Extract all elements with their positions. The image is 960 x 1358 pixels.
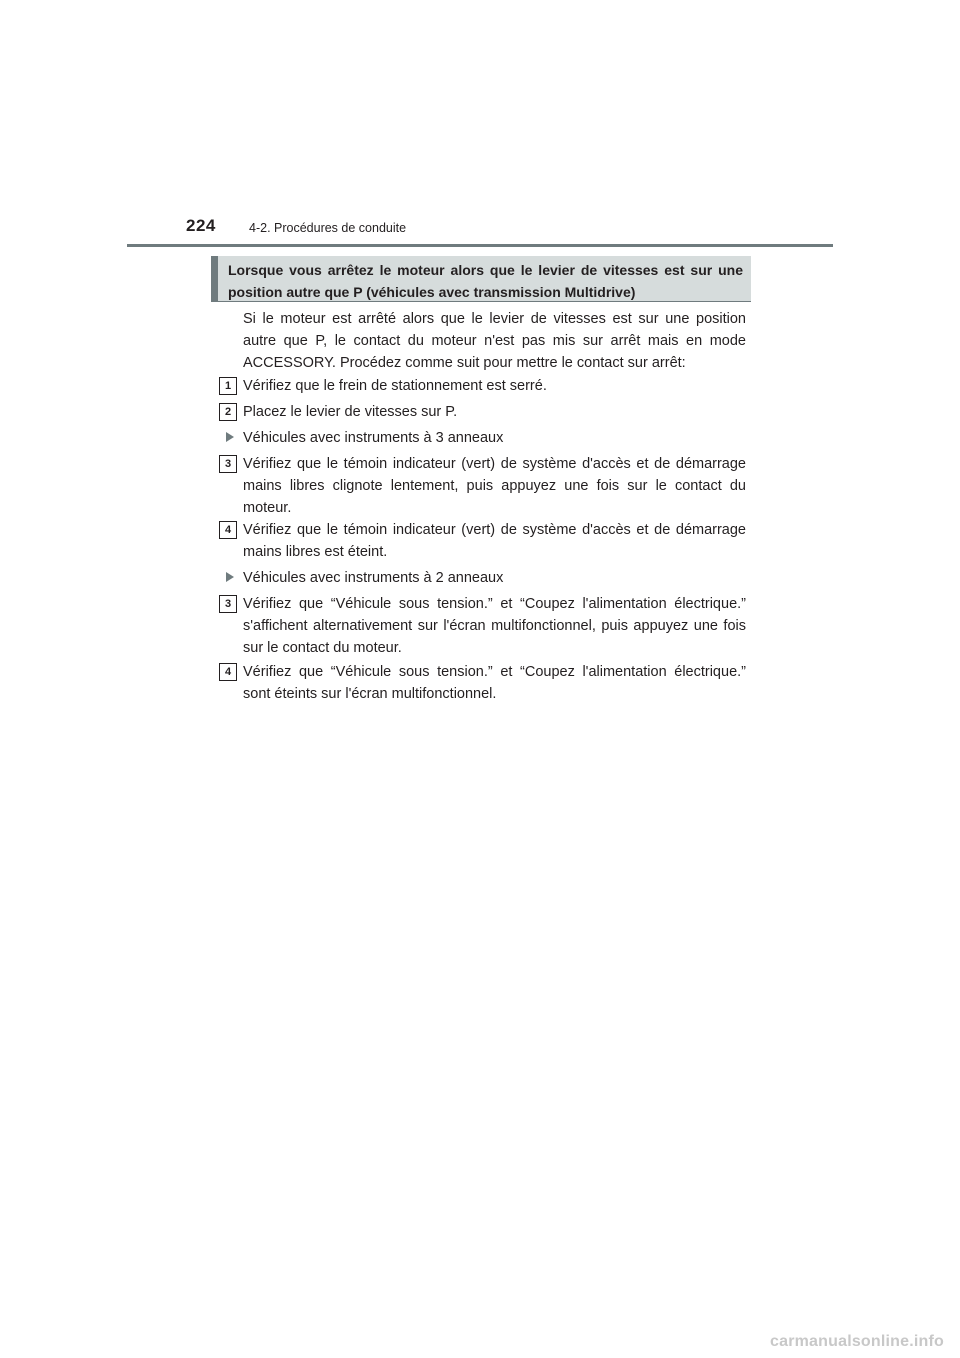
condition-label: Véhicules avec instruments à 2 anneaux (243, 570, 504, 586)
section-title: 4-2. Procédures de conduite (249, 221, 407, 235)
step-number-badge: 3 (219, 595, 237, 613)
header-divider (127, 244, 833, 247)
box-heading: Lorsque vous arrêtez le moteur alors que le levier de vitesses est sur une position autre que P (véhicules avec transmission Multidrive) (211, 256, 751, 302)
step-text: Vérifiez que le témoin indicateur (vert) de système d'accès et de démarrage mains libres est éteint. (243, 522, 746, 560)
step-text: Vérifiez que le témoin indicateur (vert) de système d'accès et de démarrage mains libres clignote lentement, puis appuyez une fois sur le contact du moteur. (243, 456, 746, 516)
intro-paragraph: Si le moteur est arrêté alors que le levier de vitesses est sur une position autre que P, le contact du moteur n'est pas mis sur arrêt mais en mode ACCESSORY. Procédez comme suit pour mettre le contact sur arrêt: (243, 311, 746, 371)
triangle-bullet-icon (226, 432, 234, 442)
watermark: carmanualsonline.info (770, 1333, 945, 1350)
step-text: Vérifiez que “Véhicule sous tension.” et “Coupez l'alimentation électrique.” sont éteints sur l'écran multifonctionnel. (243, 664, 746, 702)
step-number-badge: 4 (219, 663, 237, 681)
step-text: Vérifiez que le frein de stationnement est serré. (243, 378, 547, 394)
step-number-badge: 1 (219, 377, 237, 395)
step-text: Placez le levier de vitesses sur P. (243, 404, 458, 420)
condition-heading (226, 427, 503, 449)
step-number-badge: 3 (219, 455, 237, 473)
condition-label: Véhicules avec instruments à 3 anneaux (243, 430, 504, 446)
step-number-badge: 2 (219, 403, 237, 421)
step-text: Vérifiez que “Véhicule sous tension.” et “Coupez l'alimentation électrique.” s'affichent alternativement sur l'écran multifonctionnel, puis appuyez une fois sur le contact du moteur. (243, 596, 746, 656)
step-number-badge: 4 (219, 521, 237, 539)
condition-heading (226, 567, 503, 589)
page-number: 224 (186, 216, 216, 235)
triangle-bullet-icon (226, 572, 234, 582)
